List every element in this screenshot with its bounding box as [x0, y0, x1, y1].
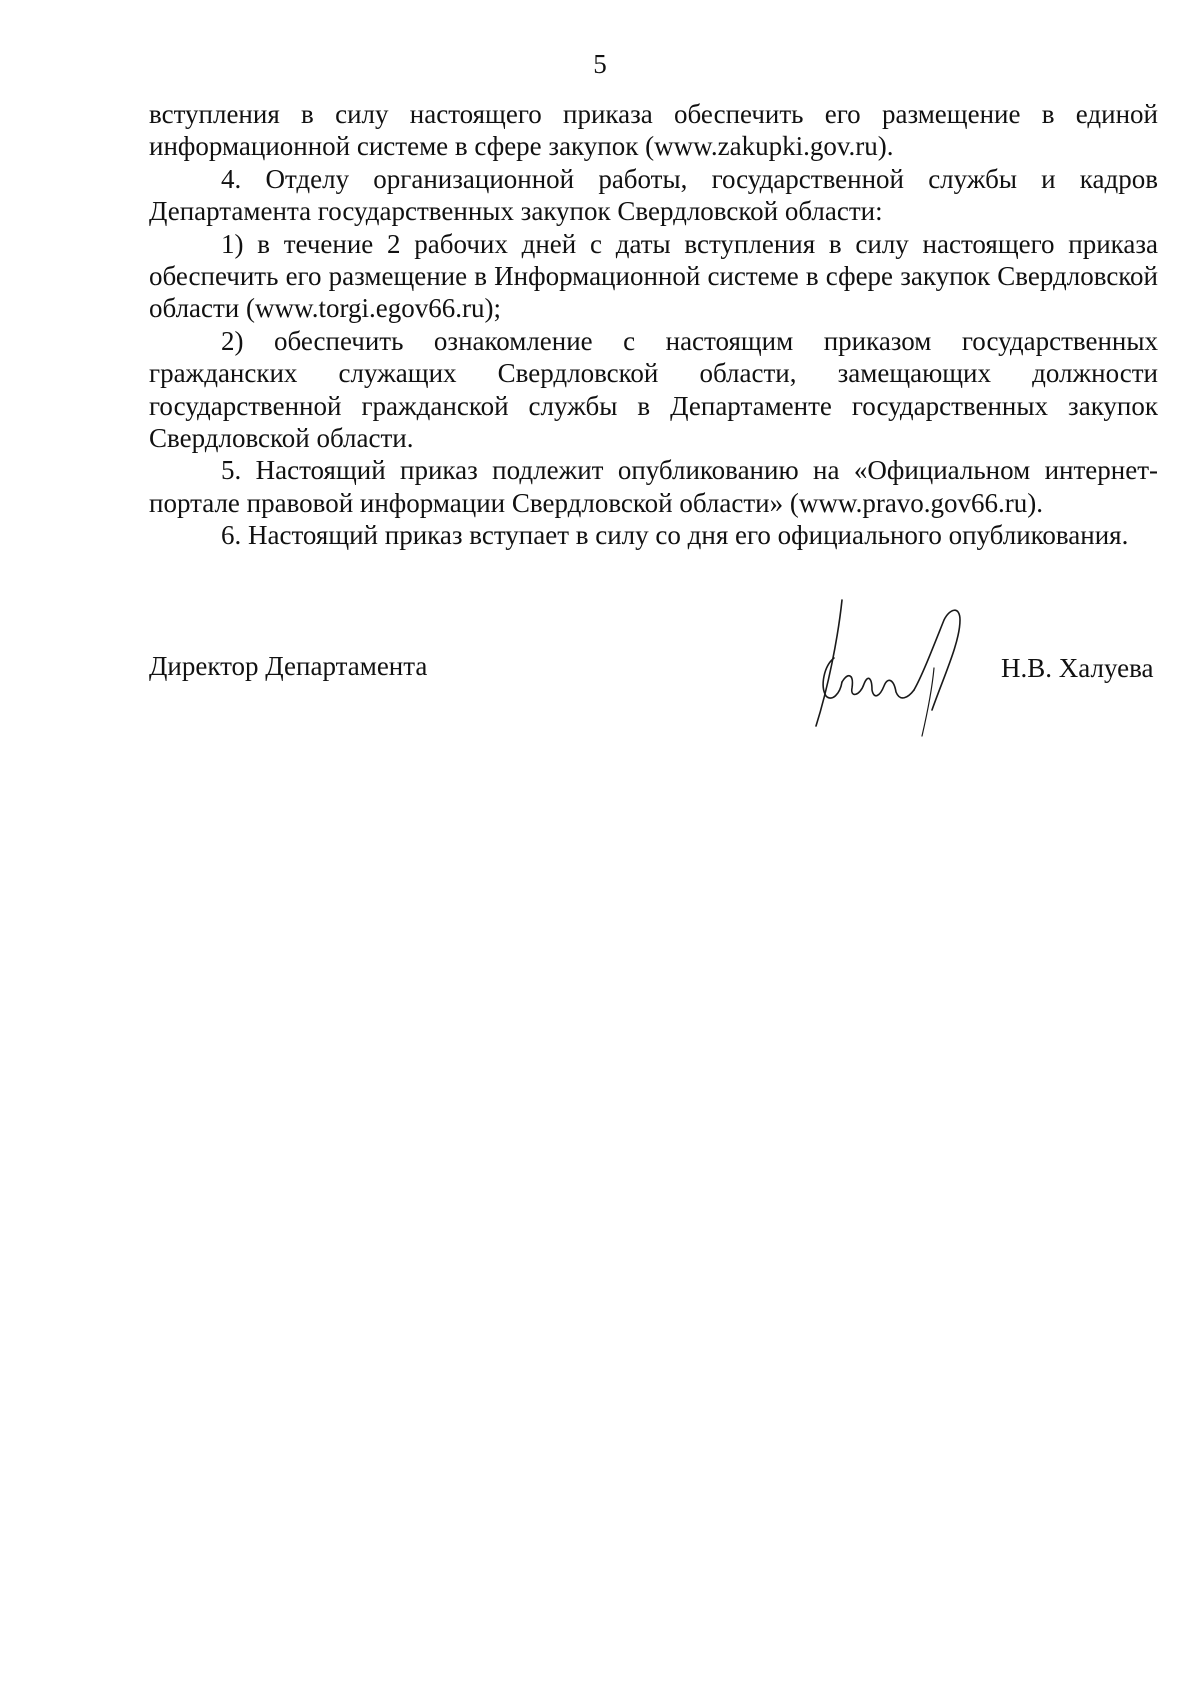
- paragraph-item-4: 4. Отделу организационной работы, государственной службы и кадров Департамента государственных закупок Свердловской области:: [149, 163, 1158, 227]
- document-body: [149, 98, 1158, 552]
- paragraph-item-5: 5. Настоящий приказ подлежит опубликованию на «Официальном интернет-портале правовой информации Свердловской области» (www.pravo.gov66.ru).: [149, 455, 1158, 518]
- signatory-title: Директор Департамента: [149, 651, 428, 681]
- paragraph-item-6: 6. Настоящий приказ вступает в силу со дня его официального опубликования.: [221, 520, 1129, 551]
- paragraph-continuation: вступления в силу настоящего приказа обеспечить его размещение в единой информационной системе в сфере закупок (www.zakupki.gov.ru).: [149, 99, 1158, 162]
- signature-block: [149, 598, 1169, 748]
- handwritten-signature: [804, 598, 994, 738]
- signatory-name: Н.В. Халуева: [1001, 653, 1154, 683]
- page-number: 5: [593, 49, 607, 79]
- paragraph-subitem-1: 1) в течение 2 рабочих дней с даты вступления в силу настоящего приказа обеспечить его размещение в Информационной системе в сфере закупок Свердловской области (www.torgi.egov66.ru);: [149, 228, 1158, 324]
- paragraph-subitem-2: 2) обеспечить ознакомление с настоящим приказом государственных гражданских служащих Свердловской области, замещающих должности государственной гражданской службы в Департаменте государственных закупок Свердловской области.: [149, 325, 1158, 454]
